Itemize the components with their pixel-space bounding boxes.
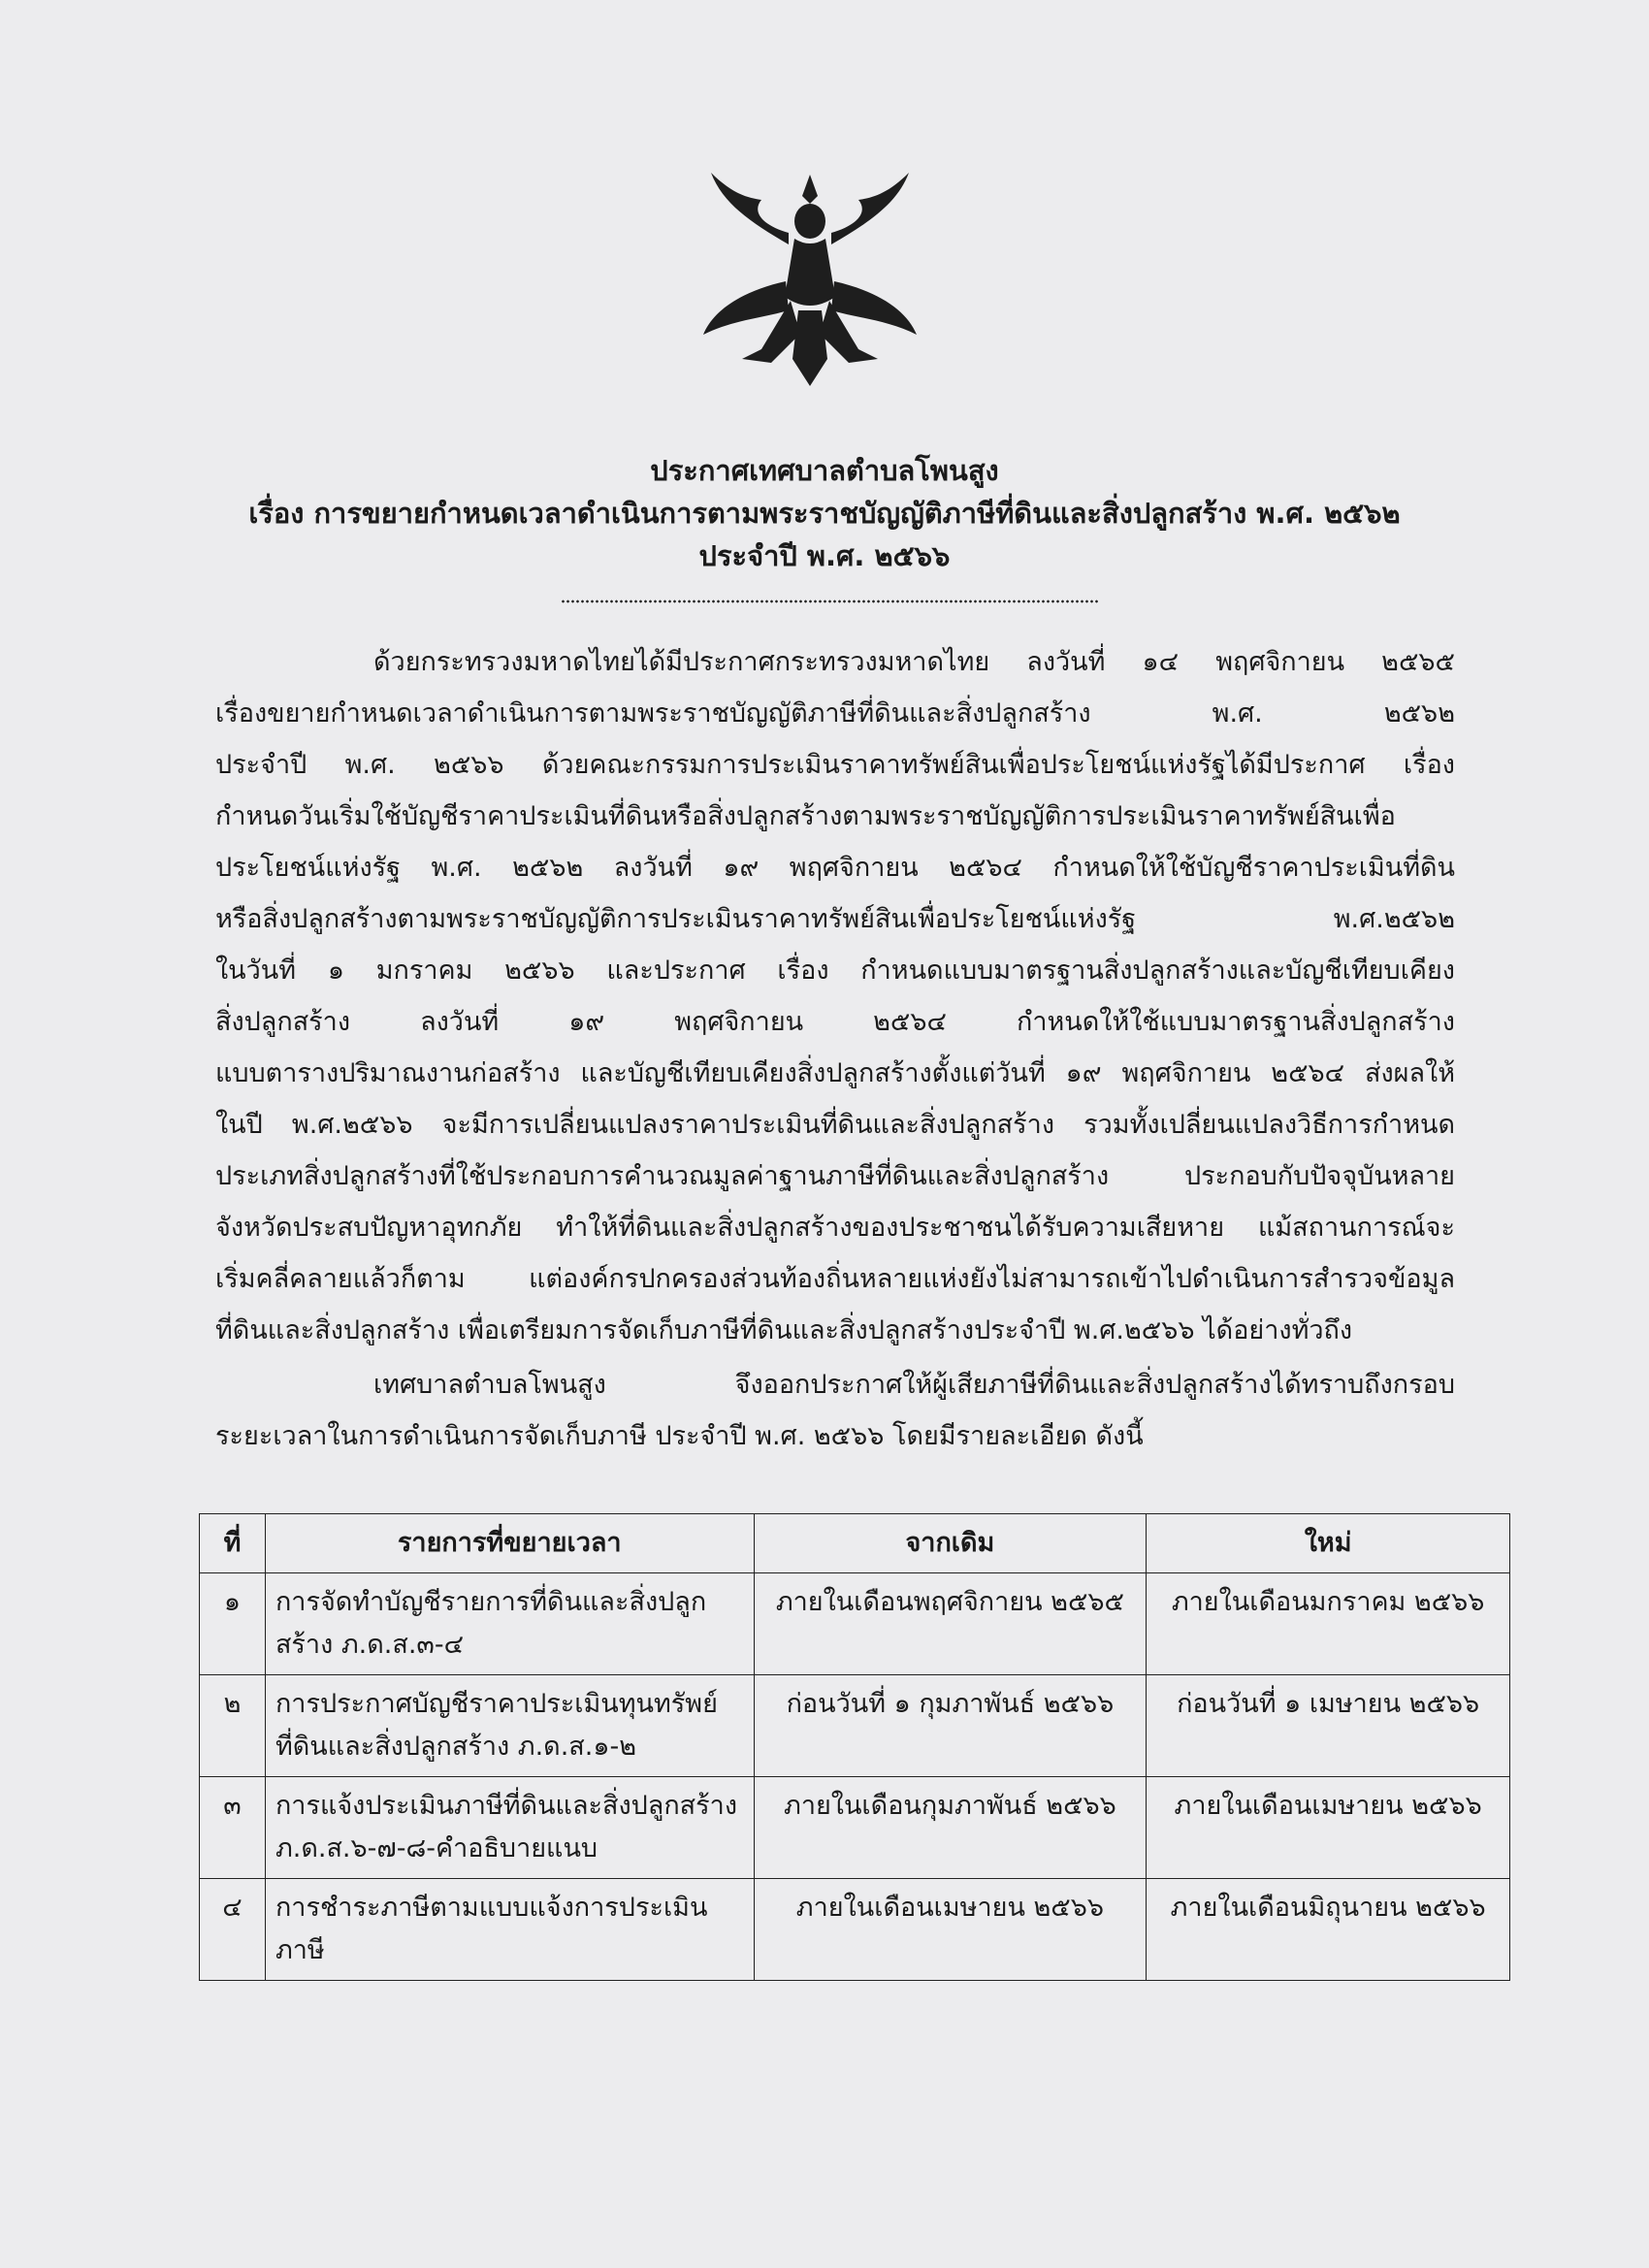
row-new: ภายในเดือนมิถุนายน ๒๕๖๖ [1147, 1879, 1510, 1981]
text-line: ระยะเวลาในการดำเนินการจัดเก็บภาษี ประจำปี พ.ศ. ๒๕๖๖ โดยมีรายละเอียด ดังนี้ [215, 1421, 1144, 1451]
text-line: เรื่องขยายกำหนดเวลาดำเนินการตามพระราชบัญญัติภาษีที่ดินและสิ่งปลูกสร้าง พ.ศ. ๒๕๖๒ [215, 698, 1455, 729]
row-item: การจัดทำบัญชีรายการที่ดินและสิ่งปลูกสร้าง ภ.ด.ส.๓-๔ [265, 1573, 754, 1675]
row-new: ก่อนวันที่ ๑ เมษายน ๒๕๖๖ [1147, 1675, 1510, 1777]
text-line: ประโยชน์แห่งรัฐ พ.ศ. ๒๕๖๒ ลงวันที่ ๑๙ พฤศจิกายน ๒๕๖๔ กำหนดให้ใช้บัญชีราคาประเมินที่ดิน [215, 853, 1455, 883]
text-line: ด้วยกระทรวงมหาดไทยได้มีประกาศกระทรวงมหาดไทย ลงวันที่ ๑๔ พฤศจิกายน ๒๕๖๕ [373, 647, 1455, 677]
row-item: การประกาศบัญชีราคาประเมินทุนทรัพย์ที่ดินและสิ่งปลูกสร้าง ภ.ด.ส.๑-๒ [265, 1675, 754, 1777]
text-line: เทศบาลตำบลโพนสูง จึงออกประกาศให้ผู้เสียภาษีที่ดินและสิ่งปลูกสร้างได้ทราบถึงกรอบ [373, 1370, 1455, 1400]
row-item: การแจ้งประเมินภาษีที่ดินและสิ่งปลูกสร้าง ภ.ด.ส.๖-๗-๘-คำอธิบายแนบ [265, 1777, 754, 1879]
row-number: ๑ [200, 1573, 266, 1675]
announcement-title: ประกาศเทศบาลตำบลโพนสูง [650, 454, 999, 487]
text-line: ในวันที่ ๑ มกราคม ๒๕๖๖ และประกาศ เรื่อง กำหนดแบบมาตรฐานสิ่งปลูกสร้างและบัญชีเทียบเคียง [215, 956, 1455, 986]
announcement-year: ประจำปี พ.ศ. ๒๕๖๖ [698, 539, 951, 572]
row-original: ภายในเดือนพฤศจิกายน ๒๕๖๕ [754, 1573, 1147, 1675]
row-number: ๓ [200, 1777, 266, 1879]
text-line: กำหนดวันเริ่มใช้บัญชีราคาประเมินที่ดินหรือสิ่งปลูกสร้างตามพระราชบัญญัติการประเมินราคาทรัพย์สินเพื่อ [215, 801, 1396, 831]
row-new: ภายในเดือนเมษายน ๒๕๖๖ [1147, 1777, 1510, 1879]
row-original: ภายในเดือนเมษายน ๒๕๖๖ [754, 1879, 1147, 1981]
text-line: หรือสิ่งปลูกสร้างตามพระราชบัญญัติการประเมินราคาทรัพย์สินเพื่อประโยชน์แห่งรัฐ พ.ศ.๒๕๖๒ [215, 904, 1455, 934]
text-line: ที่ดินและสิ่งปลูกสร้าง เพื่อเตรียมการจัดเก็บภาษีที่ดินและสิ่งปลูกสร้างประจำปี พ.ศ.๒๕๖๖ ได้อย่างทั่วถึง [215, 1315, 1353, 1345]
row-item: การชำระภาษีตามแบบแจ้งการประเมินภาษี [265, 1879, 754, 1981]
text-line: ประจำปี พ.ศ. ๒๕๖๖ ด้วยคณะกรรมการประเมินราคาทรัพย์สินเพื่อประโยชน์แห่งรัฐได้มีประกาศ เรื่อง [215, 750, 1455, 780]
dotted-divider [561, 599, 1098, 603]
row-number: ๒ [200, 1675, 266, 1777]
garuda-emblem-icon [694, 165, 926, 390]
header-new: ใหม่ [1147, 1514, 1510, 1573]
text-line: สิ่งปลูกสร้าง ลงวันที่ ๑๙ พฤศจิกายน ๒๕๖๔ กำหนดให้ใช้แบบมาตรฐานสิ่งปลูกสร้าง [215, 1007, 1455, 1037]
row-original: ก่อนวันที่ ๑ กุมภาพันธ์ ๒๕๖๖ [754, 1675, 1147, 1777]
announcement-subject: เรื่อง การขยายกำหนดเวลาดำเนินการตามพระราชบัญญัติภาษีที่ดินและสิ่งปลูกสร้าง พ.ศ. ๒๕๖๒ [248, 497, 1401, 530]
text-line: เริ่มคลี่คลายแล้วก็ตาม แต่องค์กรปกครองส่วนท้องถิ่นหลายแห่งยังไม่สามารถเข้าไปดำเนินการสำรวจข้อมูล [215, 1264, 1455, 1294]
table-header-row [200, 1514, 1510, 1573]
header-original: จากเดิม [754, 1514, 1147, 1573]
text-line: จังหวัดประสบปัญหาอุทกภัย ทำให้ที่ดินและสิ่งปลูกสร้างของประชาชนได้รับความเสียหาย แม้สถานการณ์จะ [215, 1213, 1455, 1243]
table-row [200, 1777, 1510, 1879]
header-item: รายการที่ขยายเวลา [265, 1514, 754, 1573]
row-number: ๔ [200, 1879, 266, 1981]
text-line: ในปี พ.ศ.๒๕๖๖ จะมีการเปลี่ยนแปลงราคาประเมินที่ดินและสิ่งปลูกสร้าง รวมทั้งเปลี่ยนแปลงวิธีการกำหนด [215, 1110, 1455, 1140]
table-row [200, 1573, 1510, 1675]
row-new: ภายในเดือนมกราคม ๒๕๖๖ [1147, 1573, 1510, 1675]
row-original: ภายในเดือนกุมภาพันธ์ ๒๕๖๖ [754, 1777, 1147, 1879]
table-row [200, 1879, 1510, 1981]
text-line: ประเภทสิ่งปลูกสร้างที่ใช้ประกอบการคำนวณมูลค่าฐานภาษีที่ดินและสิ่งปลูกสร้าง ประกอบกับปัจจุบันหลาย [215, 1161, 1455, 1191]
text-line: แบบตารางปริมาณงานก่อสร้าง และบัญชีเทียบเคียงสิ่งปลูกสร้างตั้งแต่วันที่ ๑๙ พฤศจิกายน ๒๕๖๔ ส่งผลให้ [215, 1058, 1455, 1088]
schedule-table [199, 1513, 1510, 1981]
header-no: ที่ [200, 1514, 266, 1573]
table-row [200, 1675, 1510, 1777]
